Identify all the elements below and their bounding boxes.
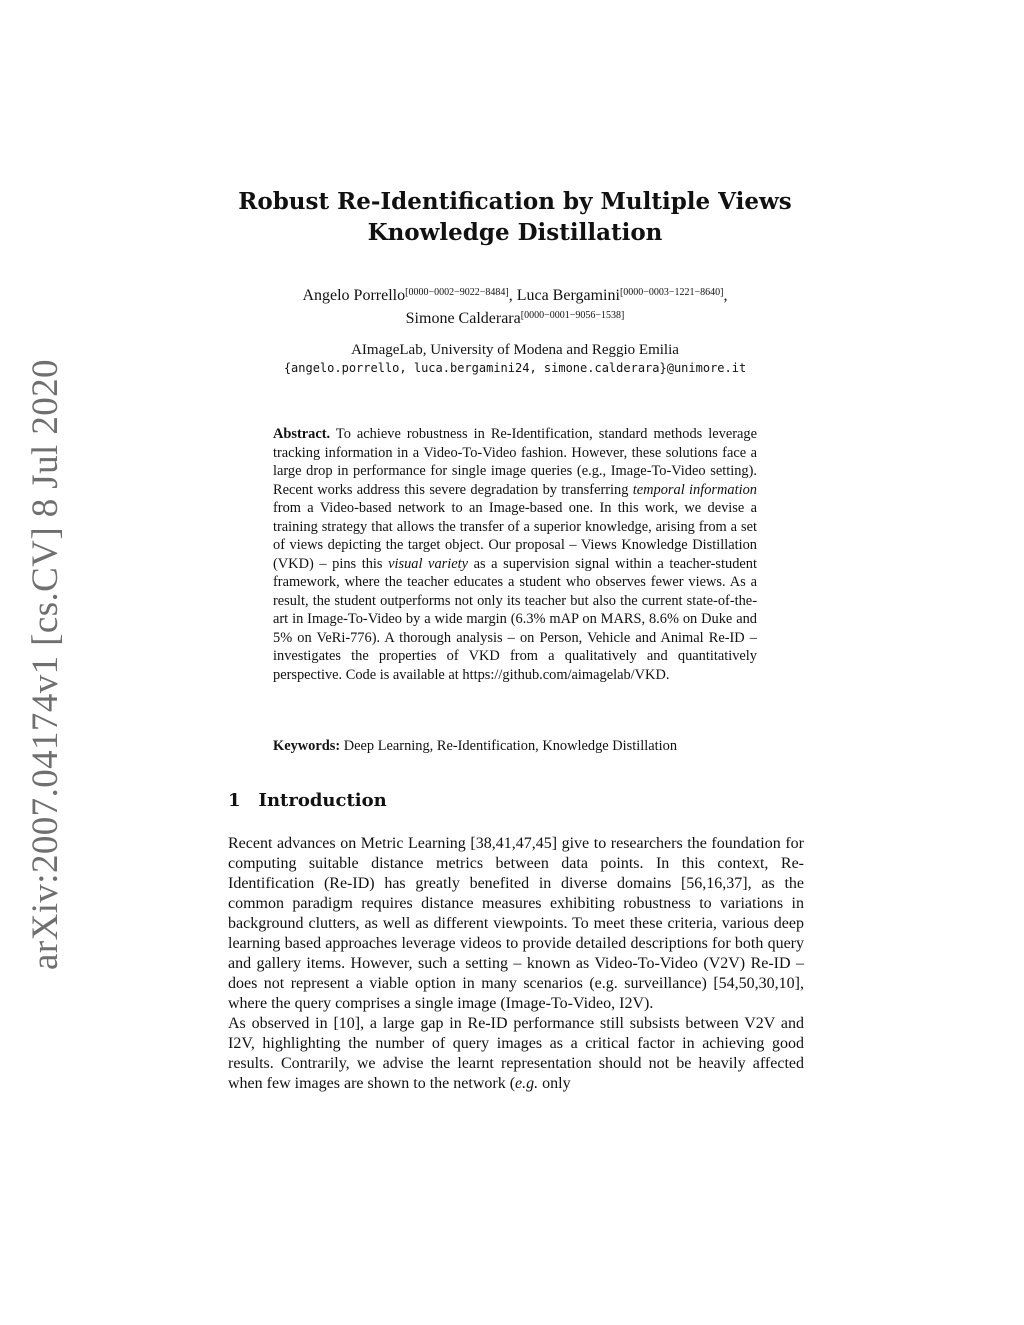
affiliation-block xyxy=(210,341,820,377)
author-emails: {angelo.porrello, luca.bergamini24, simone.calderara}@unimore.it xyxy=(283,361,747,375)
abstract-text: as a supervision signal within a teacher-student framework, where the teacher educates a student who observes fewer views. As a result, the student outperforms not only its teacher but also the current state-of-the-art in Image-To-Video by a wide margin (6.3% mAP on MARS, 8.6% on Duke and 5% on VeRi-776). A thorough analysis – on Person, Vehicle and Animal Re-ID – investigates the properties of VKD from a qualitatively and quantitatively perspective. Code is available at https://github.com/aimagelab/VKD. xyxy=(273,555,757,683)
author-line-1 xyxy=(200,283,830,306)
abstract xyxy=(273,425,757,684)
arxiv-sidebar-stamp xyxy=(14,359,76,970)
author-line-2 xyxy=(200,306,830,329)
author-orcid: [0000−0003−1221−8640] xyxy=(619,287,724,298)
paragraph-text: only xyxy=(538,1075,571,1092)
keywords-label: Keywords: xyxy=(273,738,341,754)
author-name: Angelo Porrello xyxy=(302,287,406,304)
title-line-2: Knowledge Distillation xyxy=(367,219,663,246)
author-orcid: [0000−0001−9056−1538] xyxy=(520,310,625,321)
paragraph-emphasis: e.g. xyxy=(515,1075,539,1092)
author-separator: , xyxy=(723,287,728,304)
institution: AImageLab, University of Modena and Reggio Emilia xyxy=(351,342,679,358)
paragraph: Recent advances on Metric Learning [38,41,47,45] give to researchers the foundation for computing suitable distance metrics between data points. In this context, Re-Identification (Re-ID) has greatly benefited in diverse domains [56,16,37], as the common paradigm requires distance measures exhibiting robustness to variations in background clutters, as well as different viewpoints. To meet these criteria, various deep learning based approaches leverage videos to provide detailed descriptions for both query and gallery items. However, such a setting – known as Video-To-Video (V2V) Re-ID – does not represent a viable option in many scenarios (e.g. surveillance) [54,50,30,10], where the query comprises a single image (Image-To-Video, I2V). xyxy=(228,835,804,1012)
section-number: 1 xyxy=(228,790,241,811)
author-name: Luca Bergamini xyxy=(516,287,620,304)
keywords xyxy=(273,738,757,755)
author-separator: , xyxy=(508,287,517,304)
paragraph-text: As observed in [10], a large gap in Re-ID performance still subsists between V2V and I2V, highlighting the number of query images as a critical factor in achieving good results. Contrarily, we advise the learnt representation should not be heavily affected when few images are shown to the network ( xyxy=(228,1015,804,1092)
arxiv-identifier: arXiv:2007.04174v1 [cs.CV] 8 Jul 2020 xyxy=(24,359,66,970)
paper-title xyxy=(230,186,800,248)
paragraph xyxy=(228,1014,804,1094)
author-orcid: [0000−0002−9022−8484] xyxy=(405,287,509,298)
section-heading xyxy=(228,790,387,811)
abstract-emphasis: temporal information xyxy=(632,481,757,498)
title-line-1: Robust Re-Identification by Multiple Views xyxy=(238,188,792,215)
keywords-text: Deep Learning, Re-Identification, Knowledge Distillation xyxy=(340,738,678,754)
author-list xyxy=(200,283,830,329)
author-name: Simone Calderara xyxy=(405,310,521,327)
section-title: Introduction xyxy=(258,790,387,811)
abstract-label: Abstract. xyxy=(273,426,331,442)
abstract-emphasis: visual variety xyxy=(388,555,469,572)
abstract-text: To achieve robustness in Re-Identification, standard methods leverage tracking information in a Video-To-Video fashion. However, these solutions face a large drop in performance for single image queries (e.g., Image-To-Video setting). Recent works address this severe degradation by transferring xyxy=(273,426,757,498)
abstract-text: from a Video-based network to an Image-based one. In this work, we devise a training strategy that allows the transfer of a superior knowledge, arising from a set of views depicting the target object. Our proposal – Views Knowledge Distillation (VKD) – pins this xyxy=(273,500,757,572)
body-text xyxy=(228,834,804,1094)
